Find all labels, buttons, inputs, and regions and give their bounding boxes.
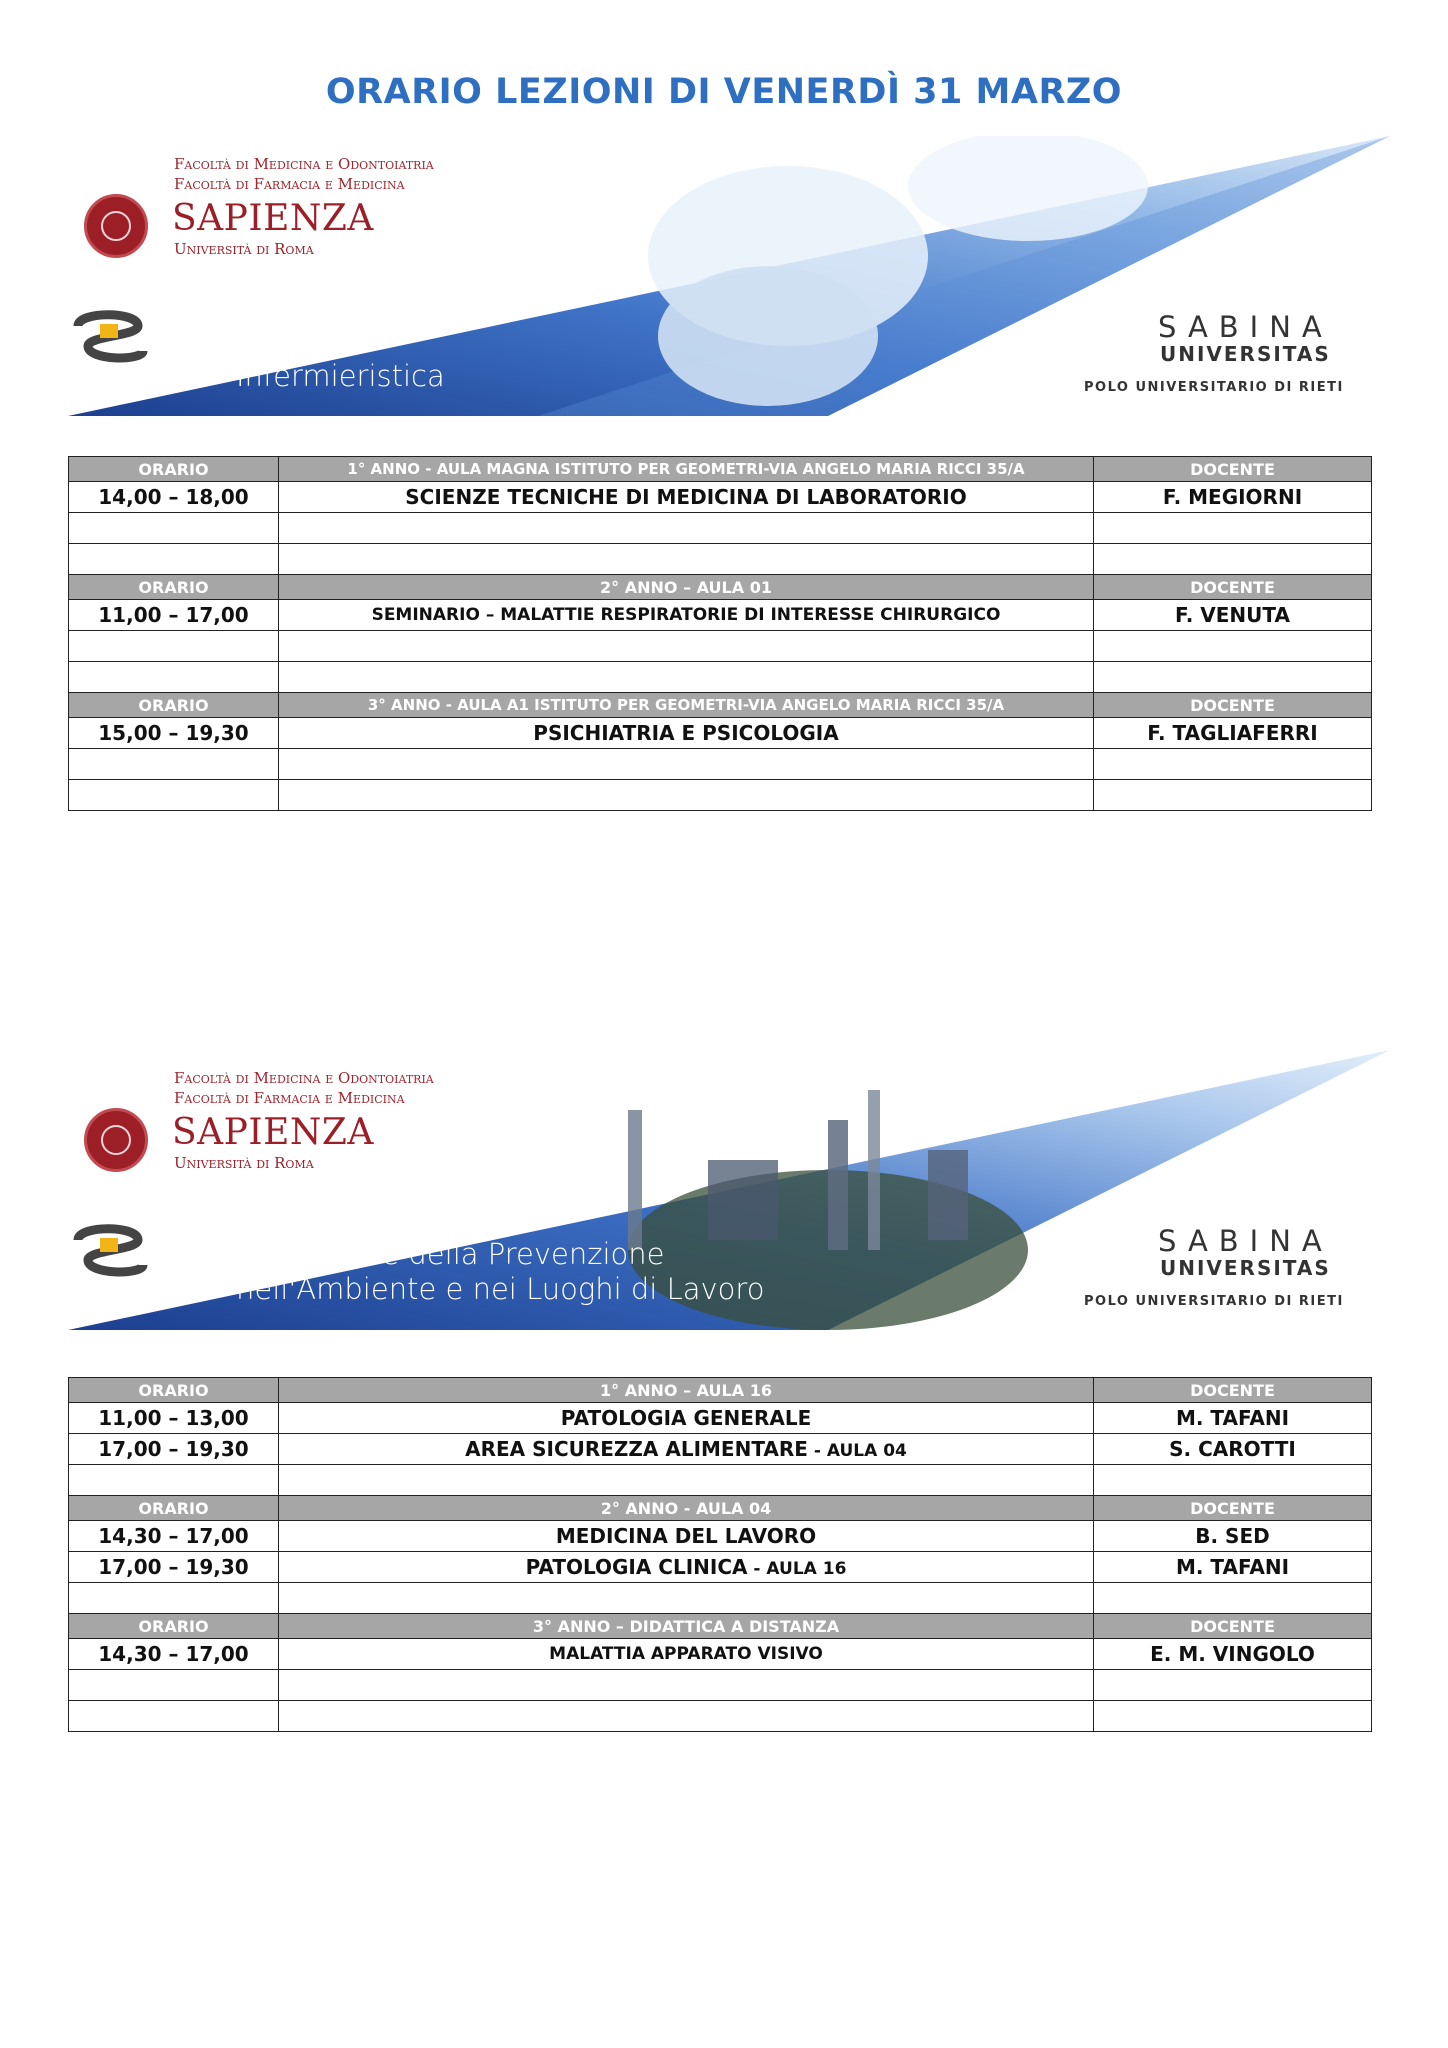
- header-orario: ORARIO: [69, 1496, 279, 1521]
- university-name: SAPIENZA: [172, 1112, 374, 1153]
- header-docente: DOCENTE: [1094, 1614, 1372, 1639]
- sabina-logo-icon: [68, 306, 148, 366]
- subject-cell: SCIENZE TECNICHE DI MEDICINA DI LABORATORIO: [279, 482, 1094, 513]
- header-anno: 2° ANNO – AULA 01: [279, 575, 1094, 600]
- subject-cell: MEDICINA DEL LAVORO: [279, 1521, 1094, 1552]
- table-row: [69, 718, 1372, 749]
- subject-cell: PSICHIATRIA E PSICOLOGIA: [279, 718, 1094, 749]
- header-docente: DOCENTE: [1094, 457, 1372, 482]
- sapienza-seal-icon: [84, 1108, 148, 1172]
- empty-row: [69, 1465, 1372, 1496]
- header-orario: ORARIO: [69, 693, 279, 718]
- partner-name: SABINA: [1158, 310, 1333, 344]
- subject-cell: MALATTIA APPARATO VISIVO: [279, 1639, 1094, 1670]
- partner-name: SABINA: [1158, 1224, 1333, 1258]
- header-anno: 1° ANNO - AULA MAGNA ISTITUTO PER GEOMETRI-VIA ANGELO MARIA RICCI 35/A: [279, 457, 1094, 482]
- empty-row: [69, 1701, 1372, 1732]
- header-docente: DOCENTE: [1094, 693, 1372, 718]
- time-cell: 11,00 – 13,00: [69, 1403, 279, 1434]
- room-text: - AULA 04: [807, 1441, 907, 1461]
- header-anno: 3° ANNO - AULA A1 ISTITUTO PER GEOMETRI-VIA ANGELO MARIA RICCI 35/A: [279, 693, 1094, 718]
- faculty-line-1: Facoltà di Medicina e Odontoiatria: [174, 155, 434, 173]
- time-cell: 17,00 – 19,30: [69, 1434, 279, 1465]
- empty-row: [69, 631, 1372, 662]
- sabina-logo-icon: [68, 1220, 148, 1280]
- subject-text: AREA SICUREZZA ALIMENTARE: [465, 1437, 808, 1461]
- subject-text: PATOLOGIA CLINICA: [525, 1555, 748, 1579]
- header-orario: ORARIO: [69, 457, 279, 482]
- banner-tecniche-prevenzione: [68, 1050, 1390, 1330]
- faculty-line-1: Facoltà di Medicina e Odontoiatria: [174, 1069, 434, 1087]
- subject-cell: PATOLOGIA GENERALE: [279, 1403, 1094, 1434]
- schedule-table-infermieristica: [68, 456, 1372, 811]
- table-header-row: [69, 1614, 1372, 1639]
- schedule-table-tecniche-prevenzione: [68, 1377, 1372, 1732]
- subject-cell: [279, 1552, 1094, 1583]
- table-row: [69, 1521, 1372, 1552]
- time-cell: 14,00 – 18,00: [69, 482, 279, 513]
- table-row: [69, 482, 1372, 513]
- partner-subtitle: UNIVERSITAS: [1160, 1256, 1331, 1280]
- empty-row: [69, 544, 1372, 575]
- table-header-row: [69, 1378, 1372, 1403]
- header-docente: DOCENTE: [1094, 575, 1372, 600]
- header-docente: DOCENTE: [1094, 1378, 1372, 1403]
- time-cell: 14,30 – 17,00: [69, 1639, 279, 1670]
- empty-row: [69, 780, 1372, 811]
- time-cell: 17,00 – 19,30: [69, 1552, 279, 1583]
- header-anno: 1° ANNO – AULA 16: [279, 1378, 1094, 1403]
- partner-tagline: POLO UNIVERSITARIO DI RIETI: [1084, 380, 1344, 395]
- table-row: [69, 600, 1372, 631]
- banner-infermieristica: [68, 136, 1390, 416]
- teacher-cell: M. TAFANI: [1094, 1552, 1372, 1583]
- table-row: [69, 1434, 1372, 1465]
- course-name-line-1: Tecniche della Prevenzione: [274, 1237, 665, 1271]
- teacher-cell: F. MEGIORNI: [1094, 482, 1372, 513]
- teacher-cell: B. SED: [1094, 1521, 1372, 1552]
- header-docente: DOCENTE: [1094, 1496, 1372, 1521]
- teacher-cell: F. VENUTA: [1094, 600, 1372, 631]
- page-title: ORARIO LEZIONI DI VENERDÌ 31 MARZO: [325, 72, 1123, 112]
- table-row: [69, 1639, 1372, 1670]
- sapienza-seal-icon: [84, 194, 148, 258]
- subject-cell: SEMINARIO – MALATTIE RESPIRATORIE DI INTERESSE CHIRURGICO: [279, 600, 1094, 631]
- room-text: - AULA 16: [747, 1559, 847, 1579]
- teacher-cell: F. TAGLIAFERRI: [1094, 718, 1372, 749]
- table-header-row: [69, 693, 1372, 718]
- course-name-line-2: nell'Ambiente e nei Luoghi di Lavoro: [236, 1272, 765, 1306]
- university-name: SAPIENZA: [172, 198, 374, 239]
- time-cell: 14,30 – 17,00: [69, 1521, 279, 1552]
- teacher-cell: S. CAROTTI: [1094, 1434, 1372, 1465]
- header-anno: 2° ANNO - AULA 04: [279, 1496, 1094, 1521]
- table-row: [69, 1403, 1372, 1434]
- empty-row: [69, 662, 1372, 693]
- empty-row: [69, 1670, 1372, 1701]
- table-row: [69, 1552, 1372, 1583]
- empty-row: [69, 513, 1372, 544]
- partner-tagline: POLO UNIVERSITARIO DI RIETI: [1084, 1294, 1344, 1309]
- empty-row: [69, 749, 1372, 780]
- table-header-row: [69, 575, 1372, 600]
- empty-row: [69, 1583, 1372, 1614]
- header-orario: ORARIO: [69, 1614, 279, 1639]
- table-header-row: [69, 457, 1372, 482]
- subject-cell: [279, 1434, 1094, 1465]
- header-anno: 3° ANNO – DIDATTICA A DISTANZA: [279, 1614, 1094, 1639]
- teacher-cell: E. M. VINGOLO: [1094, 1639, 1372, 1670]
- teacher-cell: M. TAFANI: [1094, 1403, 1372, 1434]
- partner-subtitle: UNIVERSITAS: [1160, 342, 1331, 366]
- course-name: Infermieristica: [236, 359, 445, 393]
- time-cell: 15,00 – 19,30: [69, 718, 279, 749]
- faculty-line-2: Facoltà di Farmacia e Medicina: [174, 1089, 405, 1107]
- university-subtitle: Università di Roma: [174, 1154, 314, 1172]
- table-header-row: [69, 1496, 1372, 1521]
- faculty-line-2: Facoltà di Farmacia e Medicina: [174, 175, 405, 193]
- header-orario: ORARIO: [69, 1378, 279, 1403]
- university-subtitle: Università di Roma: [174, 240, 314, 258]
- header-orario: ORARIO: [69, 575, 279, 600]
- time-cell: 11,00 – 17,00: [69, 600, 279, 631]
